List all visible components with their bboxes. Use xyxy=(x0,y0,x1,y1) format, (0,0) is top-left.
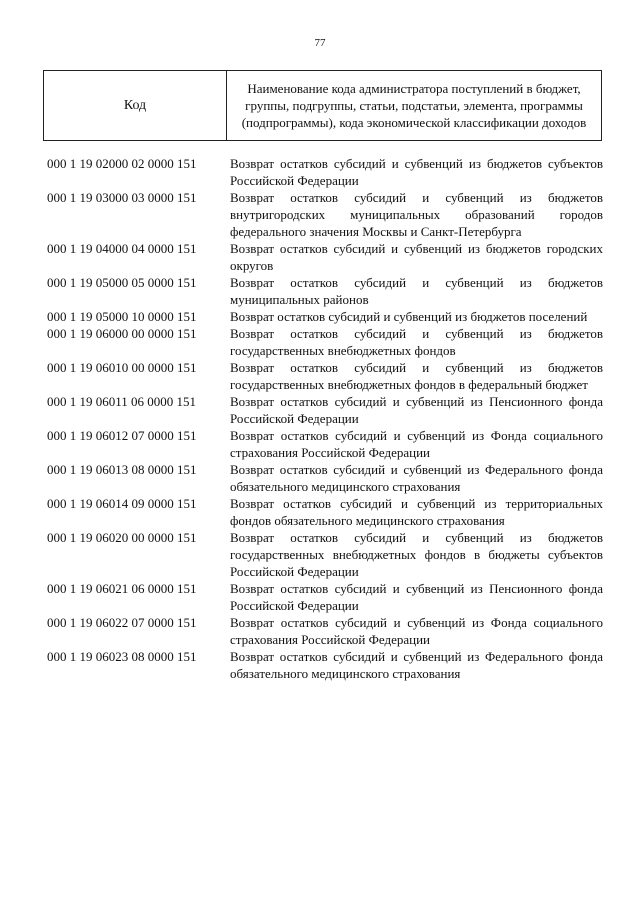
row-description: Возврат остатков субсидий и субвенций из бюджетов поселений xyxy=(230,309,588,324)
table-row xyxy=(47,648,603,682)
row-description: Возврат остатков субсидий и субвенций из Федерального фонда обязательного медицинского страхования xyxy=(230,462,603,494)
table-row xyxy=(47,155,603,189)
row-code: 000 1 19 06021 06 0000 151 xyxy=(47,581,197,596)
page-number: 77 xyxy=(314,37,326,49)
row-code: 000 1 19 06013 08 0000 151 xyxy=(47,462,197,477)
row-description: Возврат остатков субсидий и субвенций из бюджетов государственных внебюджетных фондов в федеральный бюджет xyxy=(230,360,603,392)
table-row xyxy=(47,189,603,240)
row-description: Возврат остатков субсидий и субвенций из бюджетов государственных внебюджетных фондов xyxy=(230,326,603,358)
table-row xyxy=(47,427,603,461)
row-code: 000 1 19 06000 00 0000 151 xyxy=(47,326,197,341)
row-code: 000 1 19 06011 06 0000 151 xyxy=(47,394,197,409)
row-description: Возврат остатков субсидий и субвенций из бюджетов городских округов xyxy=(230,241,603,273)
row-description: Возврат остатков субсидий и субвенций из Пенсионного фонда Российской Федерации xyxy=(230,581,603,613)
row-code: 000 1 19 03000 03 0000 151 xyxy=(47,190,197,205)
row-code: 000 1 19 02000 02 0000 151 xyxy=(47,156,197,171)
row-description: Возврат остатков субсидий и субвенций из бюджетов субъектов Российской Федерации xyxy=(230,156,603,188)
header-code-label: Код xyxy=(44,71,227,140)
row-code: 000 1 19 04000 04 0000 151 xyxy=(47,241,197,256)
classification-table-body xyxy=(47,155,603,682)
row-code: 000 1 19 06022 07 0000 151 xyxy=(47,615,197,630)
row-description: Возврат остатков субсидий и субвенций из Фонда социального страхования Российской Федерации xyxy=(230,615,603,647)
row-code: 000 1 19 05000 10 0000 151 xyxy=(47,309,197,324)
table-row xyxy=(47,393,603,427)
row-code: 000 1 19 05000 05 0000 151 xyxy=(47,275,197,290)
table-row xyxy=(47,495,603,529)
table-row xyxy=(47,614,603,648)
row-description: Возврат остатков субсидий и субвенций из бюджетов муниципальных районов xyxy=(230,275,603,307)
row-description: Возврат остатков субсидий и субвенций из Федерального фонда обязательного медицинского страхования xyxy=(230,649,603,681)
row-description: Возврат остатков субсидий и субвенций из Пенсионного фонда Российской Федерации xyxy=(230,394,603,426)
table-row xyxy=(47,308,603,325)
table-row xyxy=(47,240,603,274)
table-row xyxy=(47,529,603,580)
row-code: 000 1 19 06010 00 0000 151 xyxy=(47,360,197,375)
table-row xyxy=(47,359,603,393)
header-name-label: Наименование кода администратора поступлений в бюджет, группы, подгруппы, статьи, подстатьи, элемента, программы (подпрограммы), кода экономической классификации доходов xyxy=(241,81,587,130)
table-row xyxy=(47,580,603,614)
row-code: 000 1 19 06014 09 0000 151 xyxy=(47,496,197,511)
row-description: Возврат остатков субсидий и субвенций из территориальных фондов обязательного медицинского страхования xyxy=(230,496,603,528)
row-description: Возврат остатков субсидий и субвенций из бюджетов внутригородских муниципальных образований городов федерального значения Москвы и Санкт-Петербурга xyxy=(230,190,603,239)
table-row xyxy=(47,274,603,308)
table-row xyxy=(47,325,603,359)
table-row xyxy=(47,461,603,495)
row-code: 000 1 19 06012 07 0000 151 xyxy=(47,428,197,443)
row-code: 000 1 19 06020 00 0000 151 xyxy=(47,530,197,545)
table-header xyxy=(43,70,602,141)
row-description: Возврат остатков субсидий и субвенций из бюджетов государственных внебюджетных фондов в бюджеты субъектов Российской Федерации xyxy=(230,530,603,579)
row-description: Возврат остатков субсидий и субвенций из Фонда социального страхования Российской Федерации xyxy=(230,428,603,460)
row-code: 000 1 19 06023 08 0000 151 xyxy=(47,649,197,664)
